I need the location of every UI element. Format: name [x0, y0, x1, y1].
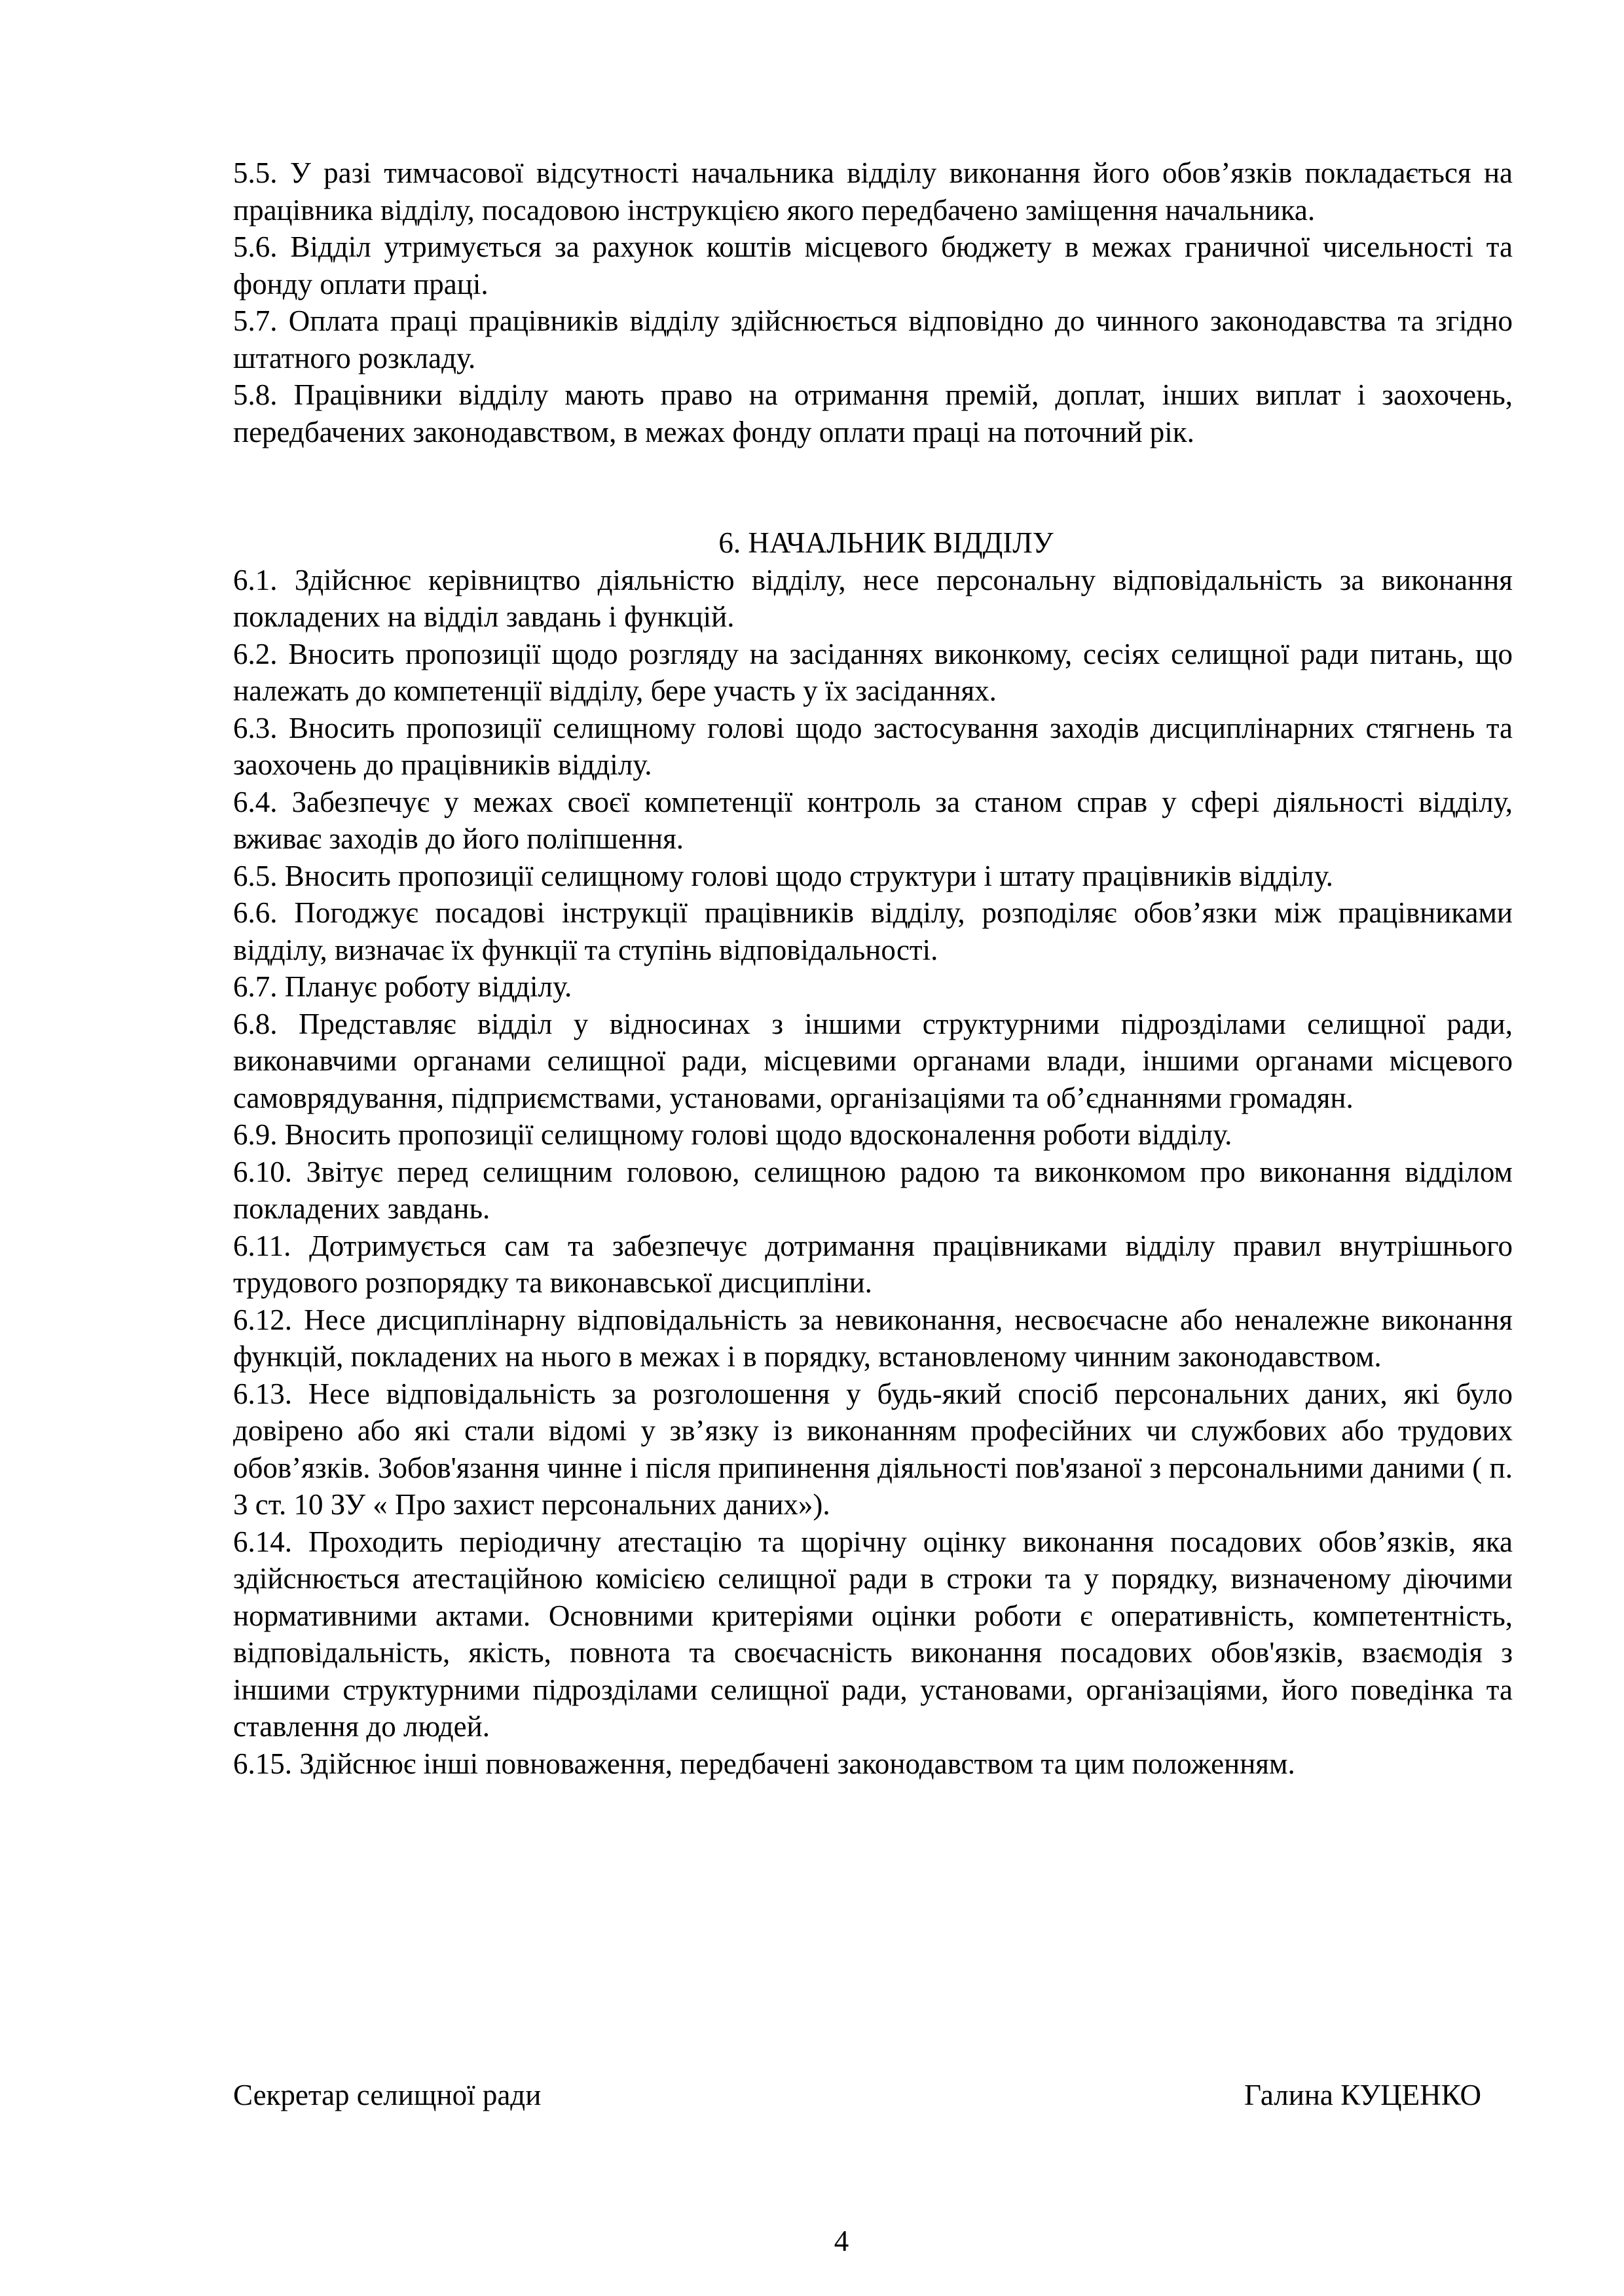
paragraph-6-3: 6.3. Вносить пропозиції селищному голові щодо застосування заходів дисциплінарних стягнень та заохочень до працівників відділу.: [233, 711, 1513, 781]
paragraph-6-1: 6.1. Здійснює керівництво діяльністю відділу, несе персональну відповідальність за виконання покладених на відділ завдань і функцій.: [233, 563, 1513, 633]
paragraph-5-7: 5.7. Оплата праці працівників відділу здійснюється відповідно до чинного законодавства та згідно штатного розкладу.: [233, 304, 1513, 374]
paragraph-6-14: 6.14. Проходить періодичну атестацію та щорічну оцінку виконання посадових обов’язків, яка здійснюється атестаційною комісією селищної ради в строки та у порядку, визначеному діючими нормативними актами. Основними критеріями оцінки роботи є оперативність, компетентність, відповідальність, якість, повнота та своєчасність виконання посадових обов'язків, взаємодія з іншими структурними підрозділами селищної ради, установами, організаціями, його поведінка та ставлення до людей.: [233, 1525, 1513, 1743]
paragraph-6-12: 6.12. Несе дисциплінарну відповідальність за невиконання, несвоєчасне або неналежне виконання функцій, покладених на нього в межах і в порядку, встановленому чинним законодавством.: [233, 1303, 1513, 1373]
section-5: [233, 155, 1513, 450]
document-body: [233, 155, 1513, 1782]
paragraph-6-7: 6.7. Планує роботу відділу.: [233, 970, 572, 1003]
paragraph-6-5: 6.5. Вносить пропозиції селищному голові щодо структури і штату працівників відділу.: [233, 859, 1333, 892]
paragraph-5-5: 5.5. У разі тимчасової відсутності начальника відділу виконання його обов’язків покладається на працівника відділу, посадовою інструкцією якого передбачено заміщення начальника.: [233, 156, 1513, 227]
signature-block: [233, 2077, 1481, 2113]
paragraph-5-6: 5.6. Відділ утримується за рахунок коштів місцевого бюджету в межах граничної чисельності та фонду оплати праці.: [233, 230, 1513, 301]
paragraph-6-13: 6.13. Несе відповідальність за розголошення у будь-який спосіб персональних даних, які було довірено або які стали відомі у зв’язку із виконанням професійних чи службових або трудових обов’язків. Зобов'язання чинне і після припинення діяльності пов'язаної з персональними даними ( п. 3 ст. 10 ЗУ « Про захист персональних даних»).: [233, 1377, 1513, 1521]
paragraph-6-10: 6.10. Звітує перед селищним головою, селищною радою та виконкомом про виконання відділом покладених завдань.: [233, 1155, 1513, 1225]
paragraph-6-4: 6.4. Забезпечує у межах своєї компетенції контроль за станом справ у сфері діяльності відділу, вживає заходів до його поліпшення.: [233, 785, 1513, 855]
paragraph-6-8: 6.8. Представляє відділ у відносинах з іншими структурними підрозділами селищної ради, виконавчими органами селищної ради, місцевими органами влади, іншими органами місцевого самоврядування, підприємствами, установами, організаціями та об’єднаннями громадян.: [233, 1007, 1513, 1114]
paragraph-5-8: 5.8. Працівники відділу мають право на отримання премій, доплат, інших виплат і заохочень, передбачених законодавством, в межах фонду оплати праці на поточний рік.: [233, 378, 1513, 448]
signatory-position: Секретар селищної ради: [233, 2079, 542, 2111]
section-6: [233, 524, 1513, 1782]
section-6-title: 6. НАЧАЛЬНИК ВІДДІЛУ: [718, 526, 1054, 559]
section-spacer: [233, 450, 1513, 524]
paragraph-6-9: 6.9. Вносить пропозиції селищному голові щодо вдосконалення роботи відділу.: [233, 1118, 1232, 1151]
paragraph-6-6: 6.6. Погоджує посадові інструкції працівників відділу, розподіляє обов’язки між працівниками відділу, визначає їх функції та ступінь відповідальності.: [233, 896, 1513, 966]
paragraph-6-15: 6.15. Здійснює інші повноваження, передбачені законодавством та цим положенням.: [233, 1747, 1295, 1780]
page-number: 4: [834, 2225, 849, 2257]
paragraph-6-11: 6.11. Дотримується сам та забезпечує дотримання працівниками відділу правил внутрішнього трудового розпорядку та виконавської дисципліни.: [233, 1229, 1513, 1299]
signatory-name: Галина КУЦЕНКО: [1244, 2079, 1481, 2111]
paragraph-6-2: 6.2. Вносить пропозиції щодо розгляду на засіданнях виконкому, сесіях селищної ради питань, що належать до компетенції відділу, бере участь у їх засіданнях.: [233, 637, 1513, 707]
